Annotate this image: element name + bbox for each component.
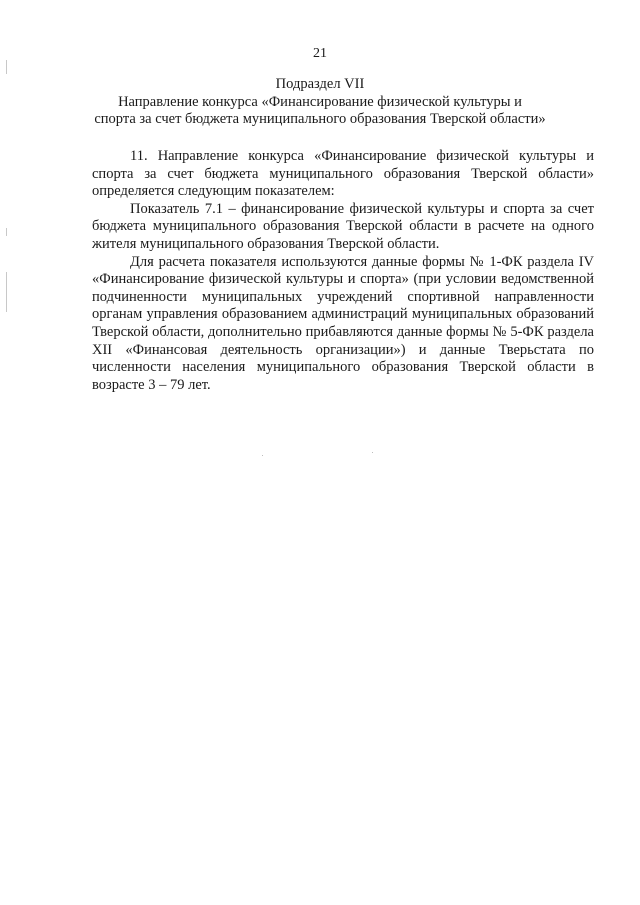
subsection-title: Подраздел VII — [275, 76, 365, 92]
subsection-subtitle-line-2: спорта за счет бюджета муниципального образования Тверской области» — [94, 111, 546, 127]
scan-margin-mark — [6, 60, 7, 74]
scan-dust — [262, 455, 263, 456]
document-body — [92, 148, 594, 394]
scan-dust — [372, 452, 373, 453]
paragraph-calculation-method: Для расчета показателя используются данные формы № 1-ФК раздела IV «Финансирование физической культуры и спорта» (при условии ведомственной подчиненности муниципальных учреждений спортивной направленности органам управления образованием администраций муниципальных образований Тверской области, дополнительно прибавляются данные формы № 5-ФК раздела XII «Финансовая деятельность организации») и данные Тверьстата по численности населения муниципального образования Тверской области в возрасте 3 – 79 лет. — [92, 253, 594, 393]
paragraph-contest-direction: 11. Направление конкурса «Финансирование физической культуры и спорта за счет бюджета муниципального образования Тверской области» определяется следующим показателем: — [92, 148, 594, 200]
page-number: 21 — [313, 46, 327, 61]
subsection-subtitle-line-1: Направление конкурса «Финансирование физической культуры и — [118, 93, 522, 110]
scan-margin-mark — [6, 228, 7, 236]
scan-margin-mark — [6, 272, 7, 312]
paragraph-indicator-7-1: Показатель 7.1 – финансирование физической культуры и спорта за счет бюджета муниципального образования Тверской области в расчете на одного жителя муниципального образования Тверской области. — [92, 200, 594, 252]
subsection-heading — [90, 76, 550, 129]
